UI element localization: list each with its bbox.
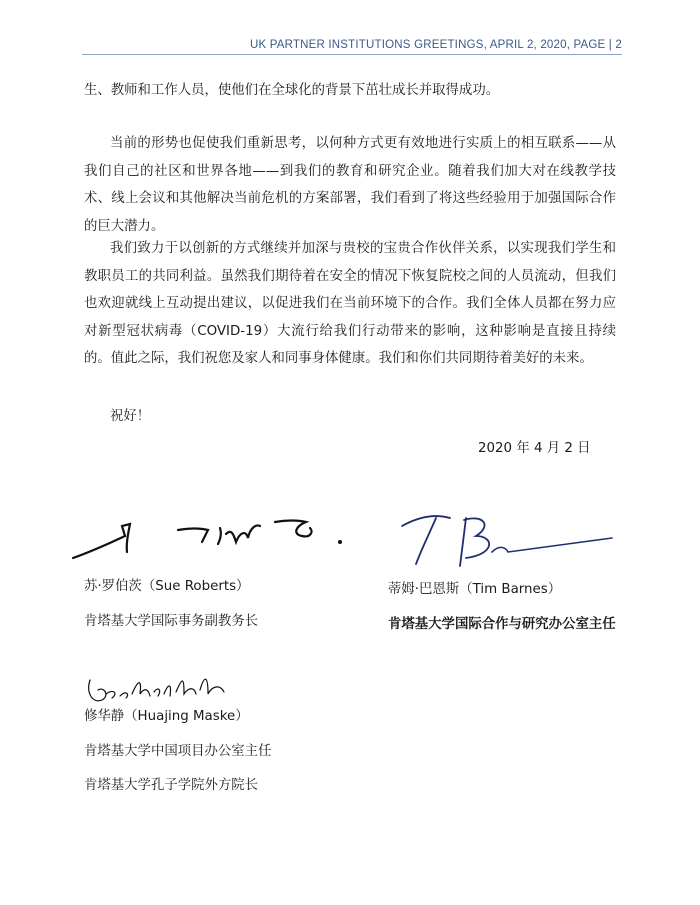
running-header: UK PARTNER INSTITUTIONS GREETINGS, APRIL 2, 2020, PAGE | 2 [249, 39, 622, 51]
signatory-title-3a: 肯塔基大学中国项目办公室主任 [84, 744, 272, 759]
body-paragraph-1: 生、教师和工作人员，使他们在全球化的背景下茁壮成长并取得成功。 [84, 83, 500, 98]
body-paragraph-2: 当前的形势也促使我们重新思考，以何种方式更有效地进行实质上的相互联系——从我们自己的社区和世界各地——到我们的教育和研究企业。随着我们加大对在线教学技术、线上会议和其他解决当前危机的方案部署，我们看到了将这些经验用于加强国际合作的巨大潜力。 [84, 136, 616, 234]
header-rule [82, 54, 622, 55]
signatory-name-3: 修华静（Huajing Maske） [84, 709, 249, 724]
signatory-title-1: 肯塔基大学国际事务副教务长 [84, 614, 259, 629]
body-paragraph-3: 我们致力于以创新的方式继续并加深与贵校的宝贵合作伙伴关系，以实现我们学生和教职员工的共同利益。虽然我们期待着在安全的情况下恢复院校之间的人员流动，但我们也欢迎就线上互动提出建议，以促进我们在当前环境下的合作。我们全体人员都在努力应对新型冠状病毒（COVID-19）大流行给我们行动带来的影响，这种影响是直接且持续的。值此之际，我们祝您及家人和同事身体健康。我们和你们共同期待着美好的未来。 [84, 241, 616, 366]
signatory-name-1: 苏·罗伯茨（Sue Roberts） [84, 579, 250, 594]
signatory-name-2: 蒂姆·巴恩斯（Tim Barnes） [388, 582, 562, 597]
signature-sue-roberts [70, 508, 360, 568]
closing-salutation: 祝好！ [110, 409, 151, 424]
signatory-title-3b: 肯塔基大学孔子学院外方院长 [84, 778, 259, 793]
signatory-title-2: 肯塔基大学国际合作与研究办公室主任 [388, 617, 616, 632]
signature-tim-barnes [380, 508, 620, 572]
letter-date: 2020 年 4 月 2 日 [478, 441, 591, 456]
